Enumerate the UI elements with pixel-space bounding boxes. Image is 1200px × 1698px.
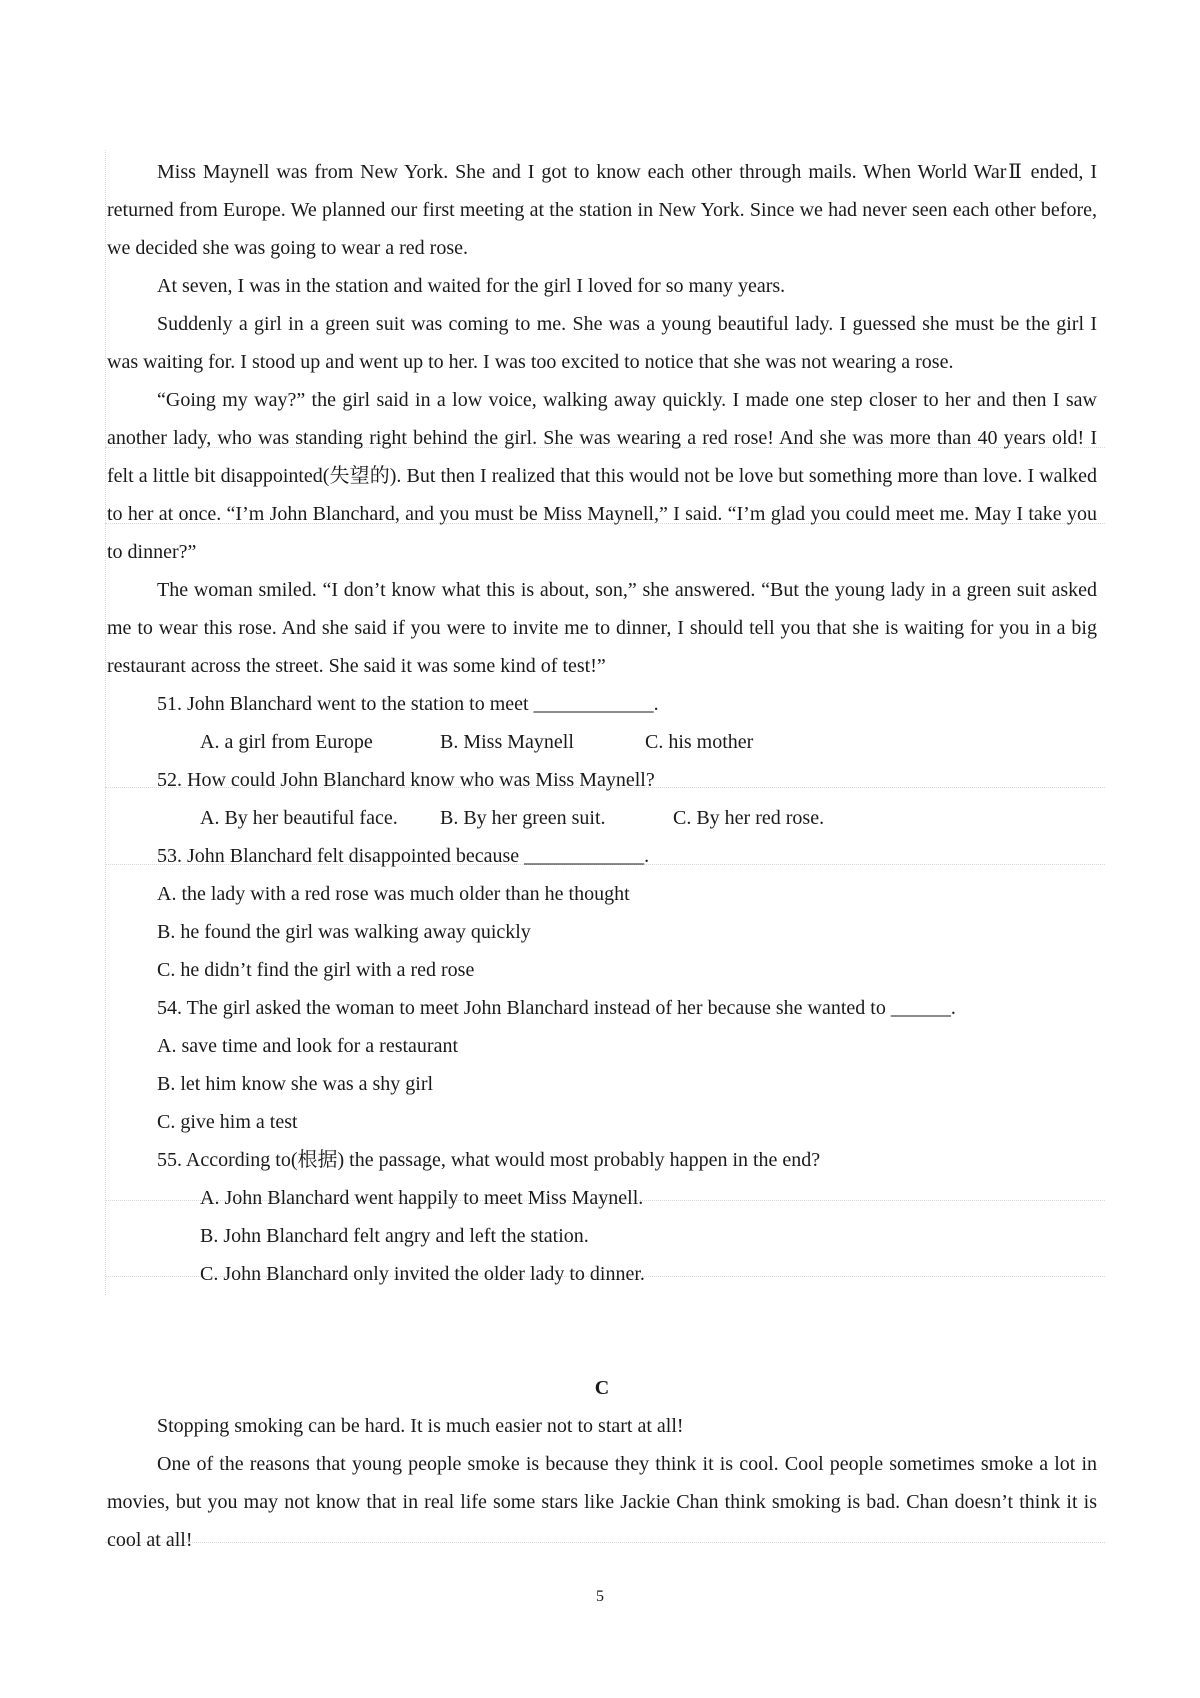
option-b: B. Miss Maynell (440, 731, 574, 753)
question-53-option-b: B. he found the girl was walking away quickly (157, 921, 531, 943)
question-54-option-b: B. let him know she was a shy girl (157, 1073, 434, 1095)
option-c: C. By her red rose. (673, 807, 825, 829)
question-53-option-a: A. the lady with a red rose was much older than he thought (157, 883, 630, 905)
passage-b-paragraph: At seven, I was in the station and waited for the girl I loved for so many years. (157, 275, 786, 297)
option-c: C. his mother (645, 731, 754, 753)
passage-b-paragraph: Suddenly a girl in a green suit was coming to me. She was a young beautiful lady. I guessed she must be the girl I was waiting for. I stood up and went up to her. I was too excited to notice that she was not wearing a rose. (107, 313, 1097, 373)
question-55-stem: 55. According to(根据) the passage, what would most probably happen in the end? (157, 1149, 821, 1171)
option-a: A. By her beautiful face. (200, 807, 398, 829)
question-52-stem: 52. How could John Blanchard know who was Miss Maynell? (157, 769, 655, 791)
question-53-option-c: C. he didn’t find the girl with a red rose (157, 959, 475, 981)
question-55-option-a: A. John Blanchard went happily to meet Miss Maynell. (200, 1187, 644, 1209)
passage-b-paragraph: The woman smiled. “I don’t know what this is about, son,” she answered. “But the young lady in a green suit asked me to wear this rose. And she said if you were to invite me to dinner, I should tell you that she is waiting for you in a big restaurant across the street. She said it was some kind of test!” (107, 579, 1097, 677)
question-52-options (107, 799, 1097, 837)
passage-c-paragraph: One of the reasons that young people smoke is because they think it is cool. Cool people sometimes smoke a lot in movies, but you may not know that in real life some stars like Jackie Chan think smoking is bad. Chan doesn’t think it is cool at all! (107, 1453, 1097, 1551)
question-53-stem: 53. John Blanchard felt disappointed because ____________. (157, 845, 650, 867)
question-54-option-c: C. give him a test (157, 1111, 298, 1133)
question-55-option-b: B. John Blanchard felt angry and left the station. (200, 1225, 589, 1247)
passage-b-paragraph: “Going my way?” the girl said in a low voice, walking away quickly. I made one step closer to her and then I saw another lady, who was standing right behind the girl. She was wearing a red rose! And she was more than 40 years old! I felt a little bit disappointed(失望的). But then I realized that this would not be love but something more than love. I walked to her at once. “I’m John Blanchard, and you must be Miss Maynell,” I said. “I’m glad you could meet me. May I take you to dinner?” (107, 389, 1097, 563)
passage-c-paragraph: Stopping smoking can be hard. It is much easier not to start at all! (157, 1415, 684, 1437)
question-55-option-c: C. John Blanchard only invited the older lady to dinner. (200, 1263, 645, 1285)
section-c-heading: C (594, 1377, 610, 1399)
page-number: 5 (596, 1588, 604, 1605)
question-54-option-a: A. save time and look for a restaurant (157, 1035, 459, 1057)
section-spacer (107, 1293, 1097, 1369)
question-51-options (107, 723, 1097, 761)
question-54-stem: 54. The girl asked the woman to meet John Blanchard instead of her because she wanted to ______. (157, 997, 956, 1019)
option-a: A. a girl from Europe (200, 731, 373, 753)
option-b: B. By her green suit. (440, 807, 606, 829)
passage-b-paragraph: Miss Maynell was from New York. She and I got to know each other through mails. When World WarⅡ ended, I returned from Europe. We planned our first meeting at the station in New York. Since we had never seen each other before, we decided she was going to wear a red rose. (107, 161, 1097, 259)
question-51-stem: 51. John Blanchard went to the station to meet ____________. (157, 693, 659, 715)
page-content (107, 153, 1097, 1559)
margin-guide-line (105, 150, 106, 1295)
